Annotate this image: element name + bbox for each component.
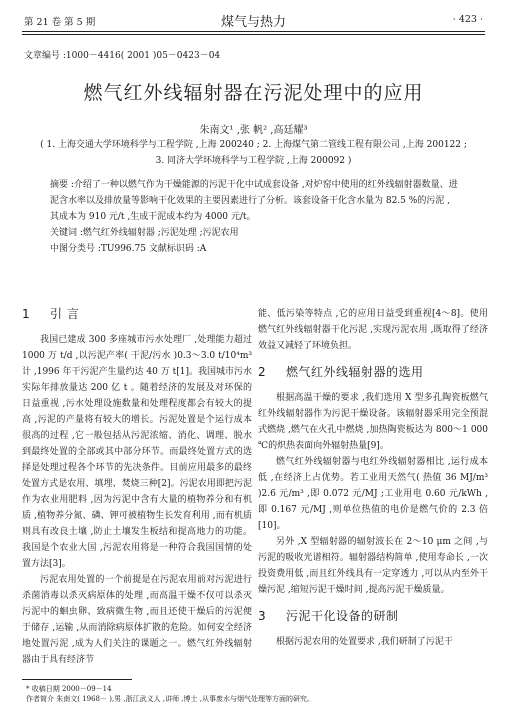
affiliations [28,137,479,169]
header-rule-thin [22,34,485,35]
running-header-page: · 423 · [452,14,483,25]
abstract-block [50,177,458,257]
section-number: 3 [258,609,267,623]
section-heading-1 [22,306,252,322]
section-number: 1 [22,307,31,321]
footnote [26,684,314,704]
section-title: 污泥干化设备的研制 [286,609,399,623]
body-paragraph: 根据污泥农用的处置要求 ,我们研制了污泥干 [276,637,453,647]
section-heading-3 [258,608,488,624]
header-rule [22,31,485,32]
body-paragraph: 燃气红外线辐射器与电红外线辐射器相比 ,运行成本低 ,在经济上占优势。若工业用天然气( 热值 36 MJ/m³ )2.6 元/m³ ,即 0.072 元/MJ ;工业用电 0.60 元/kWh ,即 0.167 元/MJ ,则单位热值的电价是燃气价的 2.3 倍[10]。 [258,457,488,531]
classification-code: 中图分类号 :TU996.75 文献标识码 :A [50,244,207,254]
body-paragraph-continued: 能、低污染等特点 ,它的应用日益受到重视[4～8]。使用燃气红外线辐射器干化污泥 ,实现污泥农用 ,既取得了经济效益又减轻了环境负担。 [258,309,488,351]
paper-title: 燃气红外线辐射器在污泥处理中的应用 [83,82,424,104]
section-title: 引 言 [50,307,80,321]
footnote-author-bio: 作者简介 朱南文( 1968－ ),男 ,浙江武义人 ,讲师 ,博士 ,从事废水与烟气处理等方面的研究。 [26,695,314,703]
affiliation-line: ( 1. 上海交通大学环境科学与工程学院 ,上海 200240 ; 2. 上海煤气第二管线工程有限公司 ,上海 200122 ; [40,140,467,150]
footnote-rule [22,679,132,680]
body-paragraph: 另外 ,X 型辐射器的辐射波长在 2～10 μm 之间 ,与污泥的吸收光谱相符。辐射器结构简单 ,使用寿命长 ,一次投资费用低 ,而且红外线具有一定穿透力 ,可以从内至外干燥污泥 ,缩短污泥干燥时间 ,提高污泥干燥质量。 [258,537,488,595]
section-title: 燃气红外线辐射器的选用 [286,365,424,379]
section-number: 2 [258,365,267,379]
running-header-volume: 第 21 卷 第 5 期 [24,17,96,28]
body-paragraph: 根据高温干燥的要求 ,我们选用 X 型多孔陶瓷板燃气红外线辐射器作为污泥干燥设备。该辐射器采用完全预混式燃烧 ,燃气在火孔中燃烧 ,加热陶瓷板达为 800～1 000 ℃的炽热表面向外辐射热量[9]。 [258,393,488,451]
right-column [258,306,488,650]
running-header-journal: 煤气与热力 [220,15,286,30]
abstract-text: 摘要 :介绍了一种以燃气作为干燥能源的污泥干化中试成套设备 ,对炉窑中使用的红外线辐射器数量、进泥含水率以及排放量等影响干化效果的主要因素进行了分析。该套设备干化含水量为 82.5 %的污泥 ,其成本为 910 元/t ,生成干泥成本约为 4000 元/t。 [50,180,458,222]
body-paragraph: 我国已建成 300 多座城市污水处理厂 ,处理能力超过 1000 万 t/d ,以污泥产率( 干泥/污水 )0.3～3.0 t/10⁴m³ 计 ,1996 年干污泥产生量约达 40 万 t[1]。我国城市污水实际年排放量达 200 亿 t 。随着经济的发展及对环保的日益重视 ,污水处理设施数量和处理程度都会有较大的提高 ,污泥的产量将有较大的增长。污泥处置是个运行成本很高的过程 ,它一般包括从污泥浓缩、消化、调理、脱水到最终处置的全部或其中部分环节。而最终处置方式的选择是处理过程各个环节的先决条件。目前应用最多的最终处置方式是农用、填埋、焚烧三种[2]。污泥农用即把污泥作为农业用肥料 ,因为污泥中含有大量的植物养分和有机质 ,植物养分氮、磷、钾可被植物生长发育利用 ,而有机质则具有改良土壤 ,防止土壤发生板结和提高地力的功能。我国是个农业大国 ,污泥农用将是一种符合我国国情的处置方法[3]。 [22,335,252,569]
article-number: 文章编号 :1000－4416( 2001 )05－0423－04 [24,51,221,61]
body-paragraph: 污泥农用处置的一个前提是在污泥农用前对污泥进行杀菌消毒以杀灭病原体的处理 ,而高温干燥不仅可以杀灭污泥中的蛔虫卵、致病微生物 ,而且还使干燥后的污泥便于储存 ,运输 ,从而消除病原体扩散的危险。如何安全经济地处置污泥 ,成为人们关注的课题之一。燃气红外线辐射器由于具有经济节 [22,575,252,665]
left-column [22,306,252,668]
author-list: 朱南文¹ ,张 帆² ,高廷耀³ [199,125,308,136]
section-heading-2 [258,364,488,380]
keywords: 关键词 :燃气红外线辐射器 ;污泥处理 ;污泥农用 [50,228,239,238]
footnote-received: * 收稿日期 2000－09－14 [26,685,112,693]
affiliation-line: 3. 同济大学环境科学与工程学院 ,上海 200092 ) [155,156,352,166]
